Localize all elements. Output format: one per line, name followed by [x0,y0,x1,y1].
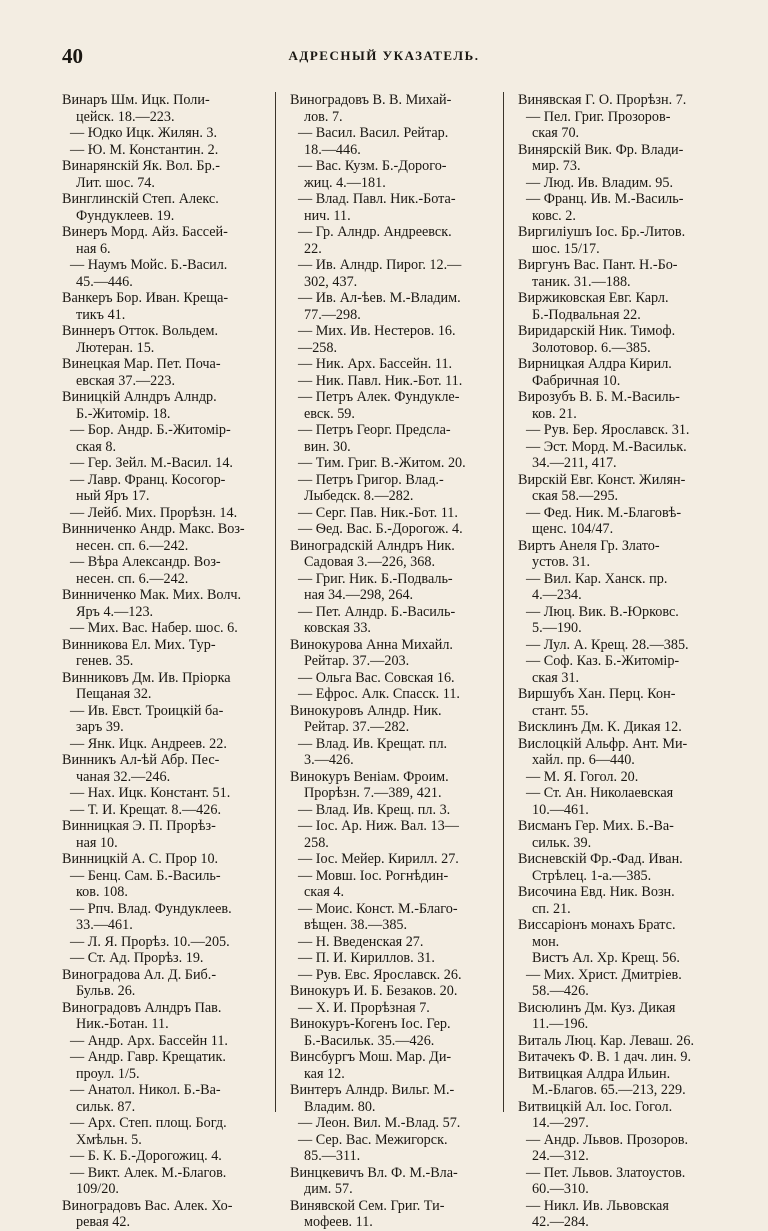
directory-line: — М. Я. Гогол. 20. [526,768,639,785]
directory-line: Виридарскій Ник. Тимоф. [518,323,676,339]
directory-line: 11.—196. [532,1016,589,1032]
directory-line: — Ефрос. Алк. Спасск. 11. [298,686,460,702]
directory-line: Золотовор. 6.—385. [532,339,651,356]
page-number: 40 [62,44,83,68]
directory-line: Винсбургъ Мош. Мар. Ди- [290,1049,452,1065]
directory-line: нич. 11. [304,207,351,224]
directory-line: хайл. пр. 6—440. [532,752,635,768]
directory-line: — Ник. Арх. Бассейн. 11. [298,356,453,372]
directory-line: Винницкая Э. П. Прорѣз- [62,818,216,834]
directory-line: — Эст. Морд. М.-Васильк. [526,438,687,455]
directory-line: Винарянскій Як. Вол. Бр.- [62,158,220,174]
directory-line: ков. 108. [76,884,128,900]
directory-line: Прорѣзн. 7.—389, 421. [304,785,442,801]
directory-line: Бульв. 26. [76,983,136,999]
directory-line: — Юдко Ицк. Жилян. 3. [70,125,218,141]
directory-line: — Вил. Кар. Ханск. пр. [526,570,668,587]
directory-line: — Ольга Вас. Совская 16. [298,669,455,686]
directory-line: Винцкевичъ Вл. Ф. М.-Вла- [290,1164,458,1181]
directory-line: Виноградовъ Вас. Алек. Хо- [62,1197,233,1214]
directory-line: 24.—312. [532,1148,589,1164]
directory-line: 5.—190. [532,620,582,636]
directory-line: Витачекъ Ф. В. 1 дач. лин. 9. [518,1049,692,1065]
directory-line: ный Яръ 17. [76,488,150,504]
directory-line: сильк. 39. [532,834,592,851]
directory-line: — Мих. Христ. Дмитріев. [526,966,682,983]
address-column-2 [290,92,496,1231]
directory-line: Фундуклеев. 19. [76,207,175,224]
directory-line: Лит. шос. 74. [76,174,155,191]
directory-line: Яръ 4.—123. [76,603,154,620]
directory-line: Винникова Ел. Мих. Тур- [62,636,216,653]
directory-line: Вирницкая Алдра Кирил. [518,356,672,372]
directory-line: Рейтар. 37.—203. [304,653,410,669]
directory-line: — Гр. Алндр. Андреевск. [298,224,452,240]
directory-line: — Бор. Андр. Б.-Житомір- [70,422,231,438]
directory-line: Винецкая Мар. Пет. Поча- [62,356,221,372]
directory-line: ковс. 2. [532,207,576,224]
directory-line: Ванкеръ Бор. Иван. Крещa- [62,290,229,306]
directory-line: цейск. 18.—223. [76,108,175,125]
directory-line: устов. 31. [532,554,591,570]
address-column-3 [518,92,728,1231]
directory-line: Винниченко Мак. Мих. Волч. [62,587,242,603]
directory-line: — Лейб. Мих. Прорѣзн. 14. [70,504,238,521]
directory-line: несен. сп. 6.—242. [76,537,189,554]
directory-line: мир. 73. [532,158,581,174]
directory-line: Винокуръ И. Б. Безаков. 20. [290,983,458,999]
directory-line: — Влад. Павл. Ник.-Бота- [298,191,456,207]
directory-line: ная 34.—298, 264. [304,587,414,603]
directory-line: — Т. И. Крещат. 8.—426. [70,801,222,818]
directory-line: Виргиліушъ Іос. Бр.-Литов. [518,224,686,240]
directory-line: сильк. 87. [76,1098,136,1115]
directory-line: Винниковъ Дм. Ив. Пріорка [62,669,231,686]
directory-line: Виргунъ Вас. Пант. Н.-Бо- [518,257,678,273]
directory-line: 22. [304,240,322,257]
directory-line: ская 31. [532,669,580,686]
directory-line: Виноградовъ Алндръ Пав. [62,999,222,1016]
directory-line: 58.—426. [532,983,589,999]
directory-line: — Л. Я. Прорѣз. 10.—205. [70,933,230,950]
directory-line: — Іос. Ар. Ниж. Вал. 13— [298,818,459,834]
directory-line: 45.—446. [76,273,133,290]
directory-line: Винтеръ Алндр. Вильг. М.- [290,1082,455,1098]
directory-line: — Серг. Пав. Ник.-Бот. 11. [298,504,458,521]
directory-line: — Іос. Мейер. Кирилл. 27. [298,851,459,867]
directory-line: — Н. Введенская 27. [298,933,424,950]
directory-line: Фабричная 10. [532,372,621,389]
directory-line: — Мовш. Іос. Рогнѣдин- [298,867,449,884]
directory-line: — Сер. Вас. Межигорск. [298,1131,448,1148]
directory-line: Винявской Сем. Григ. Ти- [290,1197,445,1214]
directory-line: заръ 39. [76,719,124,735]
directory-line: жиц. 4.—181. [304,174,386,191]
directory-line: Винникъ Ал-ѣй Абр. Пес- [62,752,220,768]
directory-line: Лютеран. 15. [76,339,155,356]
directory-line: Винглинскій Степ. Алекс. [62,191,219,207]
directory-line: ков. 21. [532,405,577,422]
directory-line: Вирозубъ В. Б. М.-Василь- [518,389,680,405]
directory-line: Б.-Подвальная 22. [532,306,641,323]
directory-line: — Мих. Вас. Набер. шос. 6. [70,620,238,636]
directory-line: 34.—211, 417. [532,455,617,471]
page-header [0,44,768,72]
directory-line: Виссаріонъ монахъ Братс. [518,917,676,933]
directory-line: — Ив. Ал-ѣев. М.-Владим. [298,290,461,306]
directory-line: дим. 57. [304,1181,353,1197]
directory-line: — Петръ Георг. Предсла- [298,422,451,438]
directory-line: Виртъ Анеля Гр. Злато- [518,537,660,554]
directory-line: — Вас. Кузм. Б.-Дорого- [298,158,447,174]
directory-line: — Пел. Григ. Прозоров- [526,108,671,125]
directory-line: — Никл. Ив. Львовская [526,1197,669,1214]
directory-line: шос. 15/17. [532,240,600,257]
directory-line: мон. [532,933,560,950]
directory-line: 4.—234. [532,587,582,603]
directory-line: Вирскій Евг. Конст. Жилян- [518,471,686,488]
directory-line: — Андр. Львов. Прозоров. [526,1131,689,1148]
directory-line: — Влад. Ив. Крещ. пл. 3. [298,801,451,818]
directory-line: — Арх. Степ. площ. Богд. [70,1115,227,1131]
directory-line: Виталь Люц. Кар. Леваш. 26. [518,1032,694,1049]
directory-line: — Ю. М. Константин. 2. [70,141,219,158]
directory-line: генев. 35. [76,653,134,669]
directory-line: — Ст. Ан. Николаевская [526,785,674,801]
directory-line: — Лавр. Франц. Косогор- [70,471,226,488]
directory-line: — Фед. Ник. М.-Благовѣ- [526,504,682,521]
directory-line: Винокуръ Веніам. Фроим. [290,768,449,785]
directory-line: — Ник. Павл. Ник.-Бот. 11. [298,372,463,389]
directory-line: — Ѳед. Вас. Б.-Дорогож. 4. [298,521,463,537]
directory-line: — Пет. Львов. Златоустов. [526,1164,686,1181]
directory-line: таник. 31.—188. [532,273,631,290]
directory-line: — Ст. Ад. Прорѣз. 19. [70,950,204,966]
directory-line: Винниченко Андр. Макс. Воз- [62,521,245,537]
directory-line: вин. 30. [304,438,351,455]
directory-line: — Андр. Гавр. Крещатик. [70,1049,226,1065]
directory-line: Винаръ Шм. Ицк. Поли- [62,92,210,108]
directory-line: — Бенц. Сам. Б.-Василь- [70,867,221,884]
directory-line: — Петръ Григор. Влад.- [298,471,444,488]
directory-line: 77.—298. [304,306,361,323]
directory-line: Владим. 80. [304,1098,376,1115]
directory-line: ревая 42. [76,1214,131,1230]
directory-line: мофеев. 11. [304,1214,373,1230]
directory-line: Виноградскій Алндръ Ник. [290,537,455,554]
directory-line: ная 10. [76,834,118,851]
directory-line: — Наумъ Мойс. Б.-Васил. [70,257,228,273]
directory-line: — Петръ Алек. Фундуклe- [298,389,460,405]
directory-line: — П. И. Кириллов. 31. [298,950,435,966]
directory-line: щенс. 104/47. [532,521,614,537]
directory-line: Висклинъ Дм. К. Дикая 12. [518,719,682,735]
directory-line: Винокурова Анна Михайл. [290,636,453,653]
directory-line: 109/20. [76,1181,119,1197]
directory-line: Ник.-Ботан. 11. [76,1016,169,1032]
directory-line: стант. 55. [532,702,589,719]
directory-line: Виржиковская Евг. Карл. [518,290,669,306]
directory-line: — Рув. Бер. Ярославск. 31. [526,422,690,438]
directory-line: — Ив. Евст. Троицкій ба- [70,702,224,719]
directory-line: Висманъ Гер. Мих. Б.-Ва- [518,818,674,834]
directory-line: — Люц. Вик. В.-Юрковс. [526,603,679,620]
directory-line: Винокуровъ Алндр. Ник. [290,702,442,719]
directory-line: —258. [298,339,338,356]
directory-line: евск. 59. [304,405,355,422]
directory-line: Стрѣлец. 1-а.—385. [532,867,652,884]
directory-line: — Викт. Алек. М.-Благов. [70,1164,227,1181]
directory-line: Винярскій Вик. Фр. Влади- [518,141,684,158]
directory-line: 42.—284. [532,1214,589,1230]
directory-line: Витвицкій Ал. Іос. Гогол. [518,1098,673,1115]
directory-line: 60.—310. [532,1181,589,1197]
directory-line: — Пет. Алндр. Б.-Василь- [298,603,456,620]
directory-line: Височина Евд. Ник. Возн. [518,884,675,900]
directory-line: Виноградовъ В. В. Михай- [290,92,452,108]
directory-line: Винеръ Морд. Айз. Бассей- [62,224,228,240]
directory-line: — Анатол. Никол. Б.-Ва- [70,1082,221,1098]
directory-line: — Б. К. Б.-Дорогожиц. 4. [70,1148,222,1164]
directory-line: ская 4. [304,884,344,900]
directory-line: — Нах. Ицк. Констант. 51. [70,785,231,801]
directory-line: лов. 7. [304,108,343,125]
directory-line: Винницкій А. С. Прор 10. [62,851,219,867]
directory-line: ная 6. [76,240,111,257]
directory-line: Висюлинъ Дм. Куз. Дикая [518,999,676,1016]
directory-line: — Леон. Вил. М.-Влад. 57. [298,1115,461,1131]
column-divider [503,92,504,1112]
directory-line: Рейтар. 37.—282. [304,719,410,735]
directory-line: Винявская Г. О. Прорѣзн. 7. [518,92,687,108]
directory-line: Вислоцкій Альфр. Ант. Ми- [518,735,688,752]
directory-line: — Соф. Каз. Б.-Житомір- [526,653,680,669]
directory-line: — Вѣра Александр. Воз- [70,554,221,570]
directory-line: Виницкій Алндръ Алндр. [62,389,217,405]
directory-line: 258. [304,834,329,851]
directory-line: — Андр. Арх. Бассейн 11. [70,1032,228,1049]
directory-line: вѣщен. 38.—385. [304,917,408,933]
directory-line: — Григ. Ник. Б.-Подваль- [298,570,453,587]
directory-line: — Ив. Алндр. Пирог. 12.— [298,257,462,273]
directory-line: Витвицкая Алдра Ильин. [518,1065,671,1082]
directory-line: Винокуръ-Когенъ Іос. Гер. [290,1016,451,1032]
running-title: АДРЕСНЫЙ УКАЗАТЕЛЬ. [288,48,480,63]
directory-line: 3.—426. [304,752,354,768]
directory-line: — Мих. Ив. Нестеров. 16. [298,323,456,339]
directory-line: 10.—461. [532,801,589,818]
directory-line: ковская 33. [304,620,371,636]
directory-line: Виннеръ Отток. Вольдем. [62,323,219,339]
directory-line: Виноградова Ал. Д. Биб.- [62,966,217,983]
directory-line: сп. 21. [532,900,571,917]
directory-line: — Рпч. Влад. Фундуклеев. [70,900,232,917]
directory-line: Б.-Васильк. 35.—426. [304,1032,435,1049]
directory-line: проул. 1/5. [76,1065,140,1082]
directory-line: М.-Благов. 65.—213, 229. [532,1082,686,1098]
directory-line: Садовая 3.—226, 368. [304,554,435,570]
directory-line: чаная 32.—246. [76,768,171,785]
directory-line: ская 8. [76,438,116,455]
directory-line: — Х. И. Прорѣзная 7. [298,999,430,1016]
address-column-1 [62,92,267,1231]
column-divider [275,92,276,1112]
directory-line: тикъ 41. [76,306,126,323]
directory-line: 18.—446. [304,141,361,158]
directory-line: — Рув. Евс. Ярославск. 26. [298,966,462,983]
directory-line: 33.—461. [76,917,133,933]
directory-line: 14.—297. [532,1115,589,1131]
directory-line: — Васил. Васил. Рейтар. [298,125,449,141]
directory-line: Хмѣльн. 5. [76,1131,142,1148]
directory-line: Вистъ Ал. Хр. Крещ. 56. [532,950,680,966]
directory-line: — Гер. Зейл. М.-Васил. 14. [70,455,233,471]
directory-line: ская 70. [532,125,580,141]
directory-line: ская 58.—295. [532,488,619,504]
directory-line: кая 12. [304,1065,345,1082]
directory-line: — Франц. Ив. М.-Василь- [526,191,684,207]
directory-line: Лыбедск. 8.—282. [304,488,414,504]
directory-line: Пещаная 32. [76,686,152,702]
directory-line: евская 37.—223. [76,372,176,389]
directory-line: 302, 437. [304,273,358,290]
directory-line: — Люд. Ив. Владим. 95. [526,174,674,191]
directory-line: — Янк. Ицк. Андреев. 22. [70,735,227,752]
directory-line: — Лул. А. Крещ. 28.—385. [526,636,689,653]
directory-line: — Влад. Ив. Крещат. пл. [298,735,448,752]
directory-line: несен. сп. 6.—242. [76,570,189,587]
directory-line: Виршубъ Хан. Перц. Кон- [518,686,676,702]
directory-line: Висневскій Фр.-Фад. Иван. [518,851,683,867]
directory-line: Б.-Житомір. 18. [76,405,171,422]
directory-line: — Тим. Григ. В.-Житом. 20. [298,455,466,471]
directory-line: 85.—311. [304,1148,361,1164]
directory-line: — Моис. Конст. М.-Благо- [298,900,458,917]
